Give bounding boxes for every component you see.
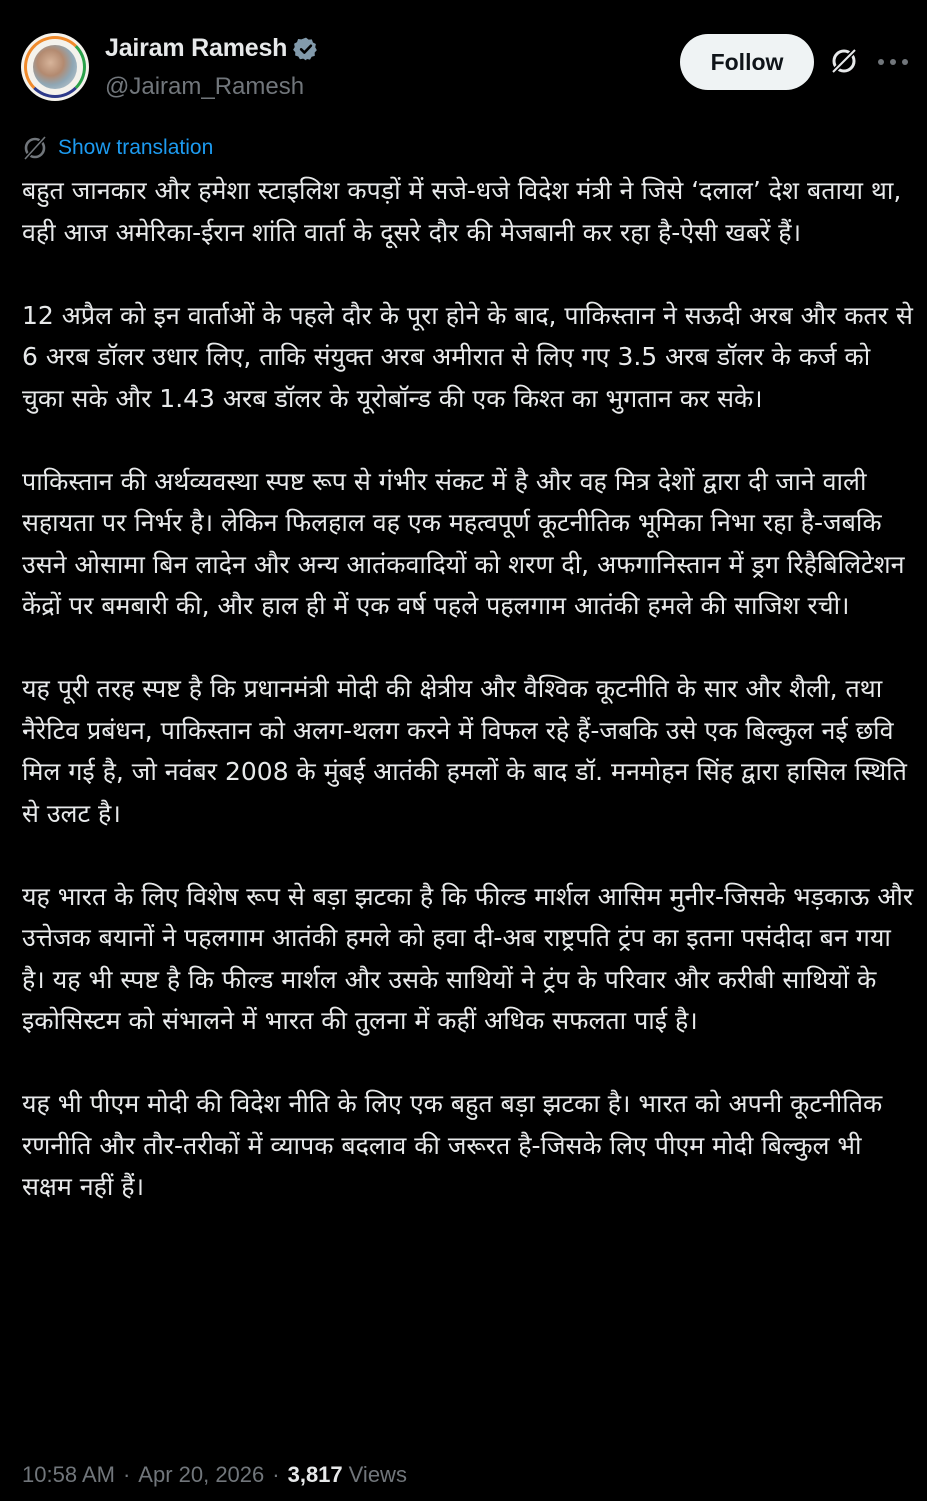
dot (890, 59, 896, 65)
author-name-row (105, 34, 319, 63)
views-label: Views (348, 1462, 407, 1487)
verified-badge-icon (293, 36, 319, 62)
tweet-date[interactable]: Apr 20, 2026 (138, 1462, 265, 1487)
avatar-photo (33, 45, 77, 89)
author-handle[interactable]: @Jairam_Ramesh (105, 73, 305, 100)
separator: · (272, 1462, 280, 1487)
tweet-paragraph: यह भारत के लिए विशेष रूप से बड़ा झटका है कि फील्ड मार्शल आसिम मुनीर-जिसके भड़काऊ और उत्तेजक बयानों ने पहलगाम आतंकी हमले को हवा दी-अब राष्ट्रपति ट्रंप का इतना पसंदीदा बन गया है। यह भी स्पष्ट है कि फील्ड मार्शल और उसके साथियों ने ट्रंप के परिवार और करीबी साथियों के इकोसिस्टम को संभालने में भारत की तुलना में कहीं अधिक सफलता पाई है। (22, 881, 914, 1035)
tweet-paragraph: पाकिस्तान की अर्थव्यवस्था स्पष्ट रूप से गंभीर संकट में है और वह मित्र देशों द्वारा दी जाने वाली सहायता पर निर्भर है। लेकिन फिलहाल वह एक महत्वपूर्ण कूटनीतिक भूमिका निभा रहा है-जबकि उसने ओसामा बिन लादेन और अन्य आतंकवादियों को शरण दी, अफगानिस्तान में ड्रग रिहैबिलिटेशन केंद्रों पर बमबारी की, और हाल ही में एक वर्ष पहले पहलगाम आतंकी हमले की साजिश रची। (22, 466, 905, 620)
tweet-time[interactable]: 10:58 AM (22, 1462, 115, 1487)
translate-icon (22, 135, 48, 161)
show-translation-row[interactable] (22, 135, 213, 161)
tweet-header (0, 0, 927, 120)
tweet-paragraph: बहुत जानकार और हमेशा स्टाइलिश कपड़ों में सजे-धजे विदेश मंत्री ने जिसे ‘दलाल’ देश बताया था, वही आज अमेरिका-ईरान शांति वार्ता के दूसरे दौर की मेजबानी कर रहा है-ऐसी खबरें हैं। (22, 176, 902, 247)
separator: · (122, 1462, 131, 1487)
more-options-icon[interactable] (878, 52, 908, 72)
follow-button[interactable]: Follow (680, 34, 814, 90)
dot (878, 59, 884, 65)
grok-icon[interactable] (828, 45, 860, 77)
author-display-name[interactable]: Jairam Ramesh (105, 34, 288, 62)
tweet-paragraph: 12 अप्रैल को इन वार्ताओं के पहले दौर के पूरा होने के बाद, पाकिस्तान ने सऊदी अरब और कतर से 6 अरब डॉलर उधार लिए, ताकि संयुक्त अरब अमीरात से लिए गए 3.5 अरब डॉलर के कर्ज को चुका सके और 1.43 अरब डॉलर के यूरोबॉन्ड की एक किश्त का भुगतान कर सके। (22, 300, 913, 413)
avatar[interactable] (21, 33, 89, 101)
dot (902, 59, 908, 65)
tweet-meta (22, 1462, 407, 1488)
tweet-paragraph: यह पूरी तरह स्पष्ट है कि प्रधानमंत्री मोदी की क्षेत्रीय और वैश्विक कूटनीति के सार और शैली, तथा नैरेटिव प्रबंधन, पाकिस्तान को अलग-थलग करने में विफल रहे हैं-जबकि उसे एक बिल्कुल नई छवि मिल गई है, जो नवंबर 2008 के मुंबई आतंकी हमलों के बाद डॉ. मनमोहन सिंह द्वारा हासिल स्थिति से उलट है। (22, 674, 907, 828)
tweet-paragraph: यह भी पीएम मोदी की विदेश नीति के लिए एक बहुत बड़ा झटका है। भारत को अपनी कूटनीतिक रणनीति और तौर-तरीकों में व्यापक बदलाव की जरूरत है-जिसके लिए पीएम मोदी बिल्कुल भी सक्षम नहीं हैं। (22, 1089, 883, 1201)
tweet-text (22, 170, 914, 1249)
views-count: 3,817 (287, 1462, 343, 1487)
show-translation-link[interactable]: Show translation (58, 136, 214, 159)
